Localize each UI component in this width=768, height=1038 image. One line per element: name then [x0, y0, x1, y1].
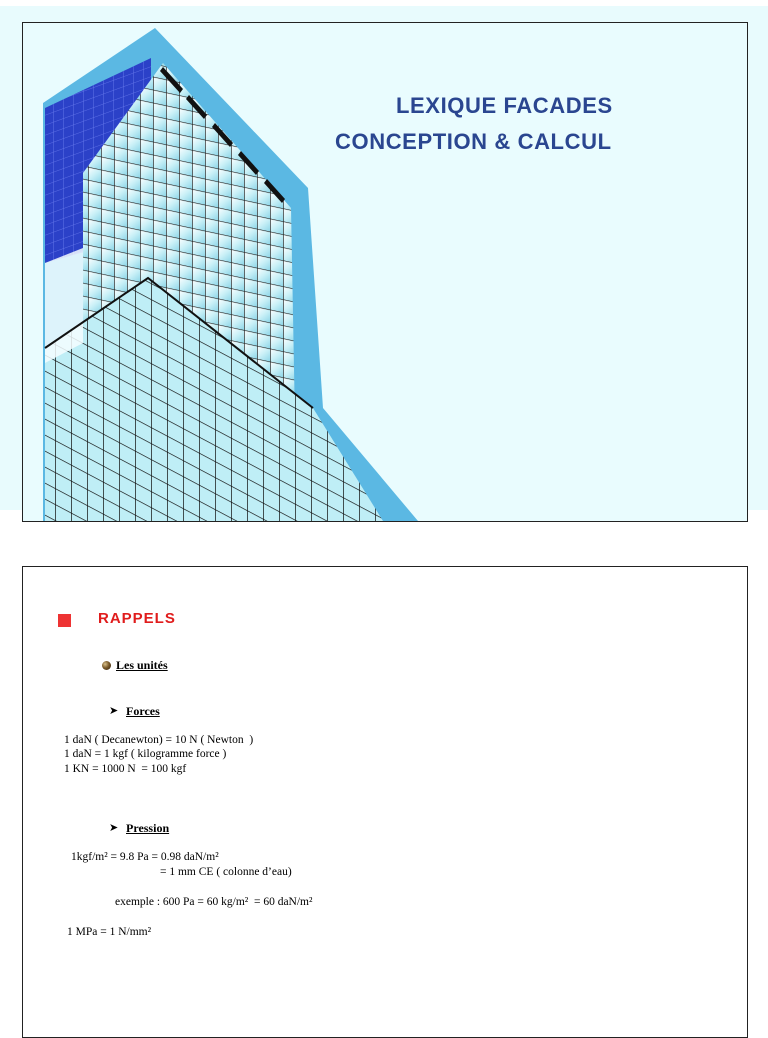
forces-subtitle: Forces [126, 704, 160, 718]
forces-line: 1 daN ( Decanewton) = 10 N ( Newton ) [64, 734, 254, 746]
pression-subtitle: Pression [126, 821, 170, 835]
arrow-bullet-icon: ➤ [109, 822, 119, 834]
rappels-slide [22, 566, 748, 1038]
pression-line: 1kgf/m² = 9.8 Pa = 0.98 daN/m² [71, 851, 219, 863]
pression-line: = 1 mm CE ( colonne d’eau) [160, 866, 292, 878]
cover-title-line2: CONCEPTION & CALCUL [335, 129, 612, 154]
forces-line: 1 KN = 1000 N = 100 kgf [64, 763, 187, 775]
pression-example: exemple : 600 Pa = 60 kg/m² = 60 daN/m² [115, 896, 313, 908]
units-subtitle: Les unités [116, 658, 168, 672]
pression-line: 1 MPa = 1 N/mm² [67, 926, 152, 938]
cover-title-line1: LEXIQUE FACADES [396, 93, 613, 118]
skyscraper-illustration [23, 23, 747, 521]
forces-line: 1 daN = 1 kgf ( kilogramme force ) [64, 748, 227, 760]
cover-slide [22, 22, 748, 522]
red-square-bullet-icon [58, 614, 71, 627]
arrow-bullet-icon: ➤ [109, 705, 119, 717]
round-bullet-icon [102, 661, 111, 670]
section-heading: RAPPELS [98, 610, 176, 627]
